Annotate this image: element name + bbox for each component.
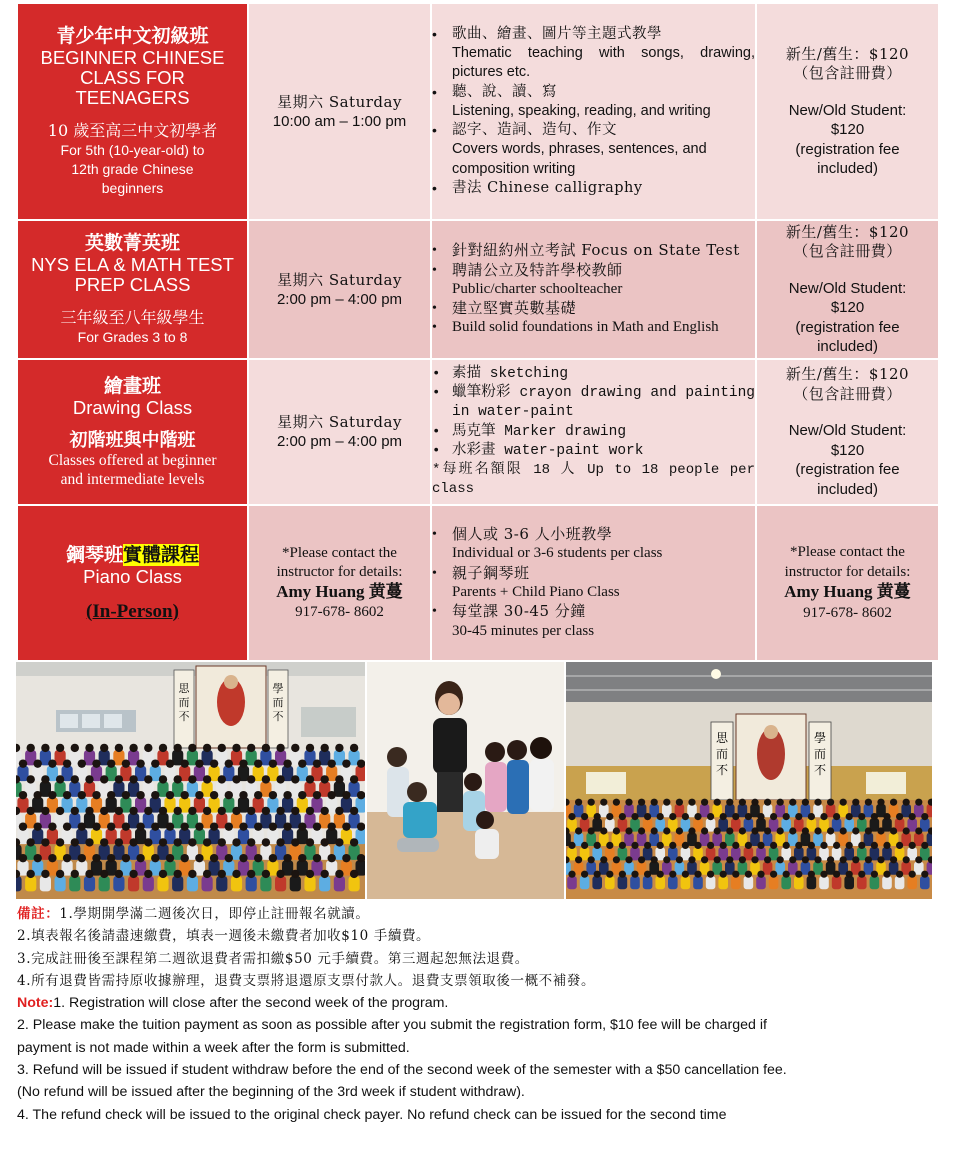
list-item — [452, 83, 755, 122]
svg-text:不: 不 — [813, 763, 827, 777]
instructor-phone: 917-678- 8602 — [295, 604, 384, 620]
item-en: Thematic teaching with songs, drawing, pictures etc. — [452, 44, 755, 81]
list-item — [452, 25, 755, 83]
contact-text: instructor for details: — [276, 564, 403, 580]
list-item — [452, 318, 755, 337]
fee-cell — [756, 359, 939, 505]
svg-text:不: 不 — [272, 710, 284, 723]
class-name-en: Drawing Class — [72, 397, 193, 418]
class-name-zh-text: 鋼琴班 — [65, 543, 123, 566]
schedule-day: 星期六 Saturday — [277, 270, 402, 289]
group-photo — [566, 662, 932, 899]
item-zh: • 針對紐約州立考試 Focus on State Test — [452, 241, 740, 260]
svg-text:而: 而 — [715, 747, 729, 761]
item-zh: • 蠟筆粉彩 crayon drawing and painting in water-paint — [452, 385, 755, 421]
class-name-zh: 英數菁英班 — [84, 232, 180, 254]
fee-en: included) — [817, 338, 878, 355]
list-item — [452, 564, 755, 603]
list-item — [452, 241, 755, 260]
fee-en: New/Old Student: — [788, 101, 907, 119]
schedule-time: 2:00 pm – 4:00 pm — [276, 433, 403, 450]
table-row — [17, 359, 939, 505]
fee-en: (registration fee — [795, 140, 900, 158]
class-table — [16, 2, 940, 662]
item-zh: • 素描 sketching — [452, 365, 569, 382]
fee-en: (registration fee — [795, 461, 900, 478]
class-name-cell — [17, 3, 248, 220]
class-name-en: Piano Class — [83, 565, 182, 587]
list-item — [452, 525, 755, 564]
list-item — [452, 423, 755, 442]
svg-text:而: 而 — [272, 696, 284, 709]
item-en: Listening, speaking, reading, and writing — [452, 102, 711, 119]
item-zh: • 建立堅實英數基礎 — [452, 299, 577, 318]
class-sub-en: beginners — [101, 180, 164, 196]
list-item — [452, 121, 755, 179]
fee-en: $120 — [830, 441, 865, 459]
class-name-en: BEGINNER CHINESE — [40, 47, 225, 68]
fee-zh: （包含註冊費） — [793, 64, 902, 82]
description-cell — [431, 3, 756, 220]
notes-section — [17, 903, 947, 1126]
in-person-highlight: 實體課程 — [123, 543, 200, 566]
fee-en: $120 — [830, 299, 865, 316]
fee-en: (registration fee — [795, 318, 900, 336]
schedule-cell — [248, 3, 431, 220]
fee-cell — [756, 3, 939, 220]
list-item — [452, 365, 755, 384]
note-zh-line: 4.所有退費皆需持原收據辦理，退費支票將退還原支票付款人。退費支票領取後一概不補發。 — [17, 972, 596, 989]
item-en: 30-45 minutes per class — [452, 622, 595, 639]
class-sub-en: Classes offered at beginner — [48, 452, 217, 469]
teacher-kids-photo — [367, 662, 564, 899]
list-item — [452, 442, 755, 461]
class-name-en: PREP CLASS — [74, 274, 191, 295]
class-name-zh: 繪畫班 — [103, 375, 161, 397]
fee-cell — [756, 220, 939, 359]
item-en: Covers words, phrases, sentences, and composition writing — [452, 141, 707, 177]
class-sub-en: 12th grade Chinese — [71, 161, 194, 177]
instructor-phone: 917-678- 8602 — [803, 604, 892, 621]
schedule-day: 星期六 Saturday — [277, 92, 402, 111]
fee-zh: （包含註冊費） — [793, 242, 902, 260]
class-name-cell — [17, 505, 248, 661]
instructor-name: Amy Huang 黄蔓 — [276, 582, 403, 601]
contact-text: *Please contact the — [790, 544, 905, 560]
note-zh-label: 備註： — [17, 906, 60, 922]
note-zh-line: 備註：1.學期開學滿二週後次日，即停止註冊報名就讀。 — [17, 906, 370, 922]
note-en-line: (No refund will be issued after the beginning of the 3rd week if student withdraw). — [17, 1084, 525, 1101]
fee-en: New/Old Student: — [788, 422, 907, 439]
item-zh: • 書法 Chinese calligraphy — [452, 180, 643, 197]
note-en-label: Note: — [17, 995, 54, 1012]
note-en-line: 3. Refund will be issued if student withdraw before the end of the second week of the semester with a $50 cancellation fee. — [17, 1062, 787, 1079]
schedule-day: 星期六 Saturday — [277, 413, 402, 431]
class-name-en: CLASS FOR — [80, 67, 185, 88]
note-en-line: Note:1. Registration will close after the second week of the program. — [17, 995, 449, 1012]
list-item — [452, 384, 755, 423]
contact-text: *Please contact the — [282, 545, 397, 561]
item-zh: • 個人或 3-6 人小班教學 — [452, 525, 613, 544]
svg-text:而: 而 — [813, 747, 827, 761]
fee-en: included) — [817, 160, 878, 177]
class-sub-zh: 初階班與中階班 — [69, 430, 196, 451]
note-en-line: payment is not made within a week after the form is submitted. — [17, 1039, 410, 1056]
class-size-note: *每班名額限 18 人 Up to 18 people per class — [432, 462, 755, 498]
in-person-label: (In-Person) — [86, 600, 179, 622]
list-item — [452, 602, 755, 641]
svg-text:不: 不 — [178, 710, 190, 723]
svg-text:學: 學 — [813, 731, 827, 745]
fee-zh: 新生/舊生：$120 — [785, 44, 910, 63]
item-en: Parents + Child Piano Class — [452, 584, 620, 600]
table-row — [17, 3, 939, 220]
fee-en: $120 — [830, 121, 865, 138]
fee-zh: 新生/舊生：$120 — [785, 365, 910, 383]
photo-strip — [16, 662, 932, 899]
list-item — [452, 261, 755, 300]
contact-text: instructor for details: — [784, 563, 911, 580]
description-cell — [431, 505, 756, 661]
schedule-cell — [248, 505, 431, 661]
item-zh: • 認字、造詞、造句、作文 — [452, 122, 617, 139]
class-sub-en: For 5th (10-year-old) to — [60, 142, 205, 158]
fee-zh: 新生/舊生：$120 — [785, 222, 910, 241]
list-item — [452, 179, 755, 198]
list-item — [452, 299, 755, 318]
class-sub-en: and intermediate levels — [60, 471, 205, 488]
item-en: Public/charter schoolteacher — [452, 280, 623, 297]
svg-text:思: 思 — [715, 731, 729, 745]
note-zh-line: 2.填表報名後請盡速繳費，填表一週後未繳費者加收$10 手續費。 — [17, 928, 431, 945]
banner-text: 思 — [178, 682, 190, 695]
fee-en: New/Old Student: — [788, 279, 907, 297]
item-zh: • 馬克筆 Marker drawing — [452, 423, 627, 440]
class-name-cell — [17, 359, 248, 505]
note-zh-line: 3.完成註冊後至課程第二週欲退費者需扣繳$50 元手續費。第三週起恕無法退費。 — [17, 950, 529, 967]
class-name-cell — [17, 220, 248, 359]
class-sub-zh: 10 歲至高三中文初學者 — [47, 121, 218, 140]
schedule-cell — [248, 220, 431, 359]
item-zh: • 每堂課 30-45 分鐘 — [452, 602, 586, 621]
fee-cell — [756, 505, 939, 661]
assembly-photo — [16, 662, 365, 899]
schedule-time: 10:00 am – 1:00 pm — [272, 112, 407, 130]
schedule-cell — [248, 359, 431, 505]
note-en-line: 2. Please make the tuition payment as soon as possible after you submit the registration form, $10 fee will be charged if — [17, 1017, 767, 1034]
fee-zh: （包含註冊費） — [793, 384, 902, 403]
item-zh: • 聽、說、讀、寫 — [452, 83, 557, 100]
schedule-time: 2:00 pm – 4:00 pm — [276, 290, 403, 308]
class-name-en: TEENAGERS — [75, 87, 190, 108]
item-en: • Build solid foundations in Math and English — [452, 319, 719, 336]
instructor-name: Amy Huang 黄蔓 — [784, 582, 911, 601]
svg-text:不: 不 — [715, 763, 729, 777]
svg-text:學: 學 — [272, 682, 284, 695]
class-name-zh — [18, 544, 247, 567]
table-row — [17, 220, 939, 359]
class-name-zh: 青少年中文初級班 — [56, 25, 209, 47]
note-en-line: 4. The refund check will be issued to the original check payer. No refund check can be issued for the second time — [17, 1106, 727, 1123]
item-zh: • 聘請公立及特許學校教師 — [452, 260, 623, 279]
table-row — [17, 505, 939, 661]
item-zh: • 歌曲、繪畫、圖片等主題式教學 — [452, 25, 662, 42]
item-zh: • 水彩畫 water-paint work — [452, 442, 644, 459]
description-cell — [431, 220, 756, 359]
description-cell — [431, 359, 756, 505]
class-sub-en: For Grades 3 to 8 — [77, 329, 188, 345]
item-zh: • 親子鋼琴班 — [452, 563, 530, 582]
item-en: Individual or 3-6 students per class — [452, 545, 663, 562]
class-name-en: NYS ELA & MATH TEST — [31, 254, 234, 275]
fee-en: included) — [817, 480, 878, 498]
class-sub-zh: 三年級至八年級學生 — [60, 308, 205, 327]
svg-text:而: 而 — [178, 696, 190, 709]
